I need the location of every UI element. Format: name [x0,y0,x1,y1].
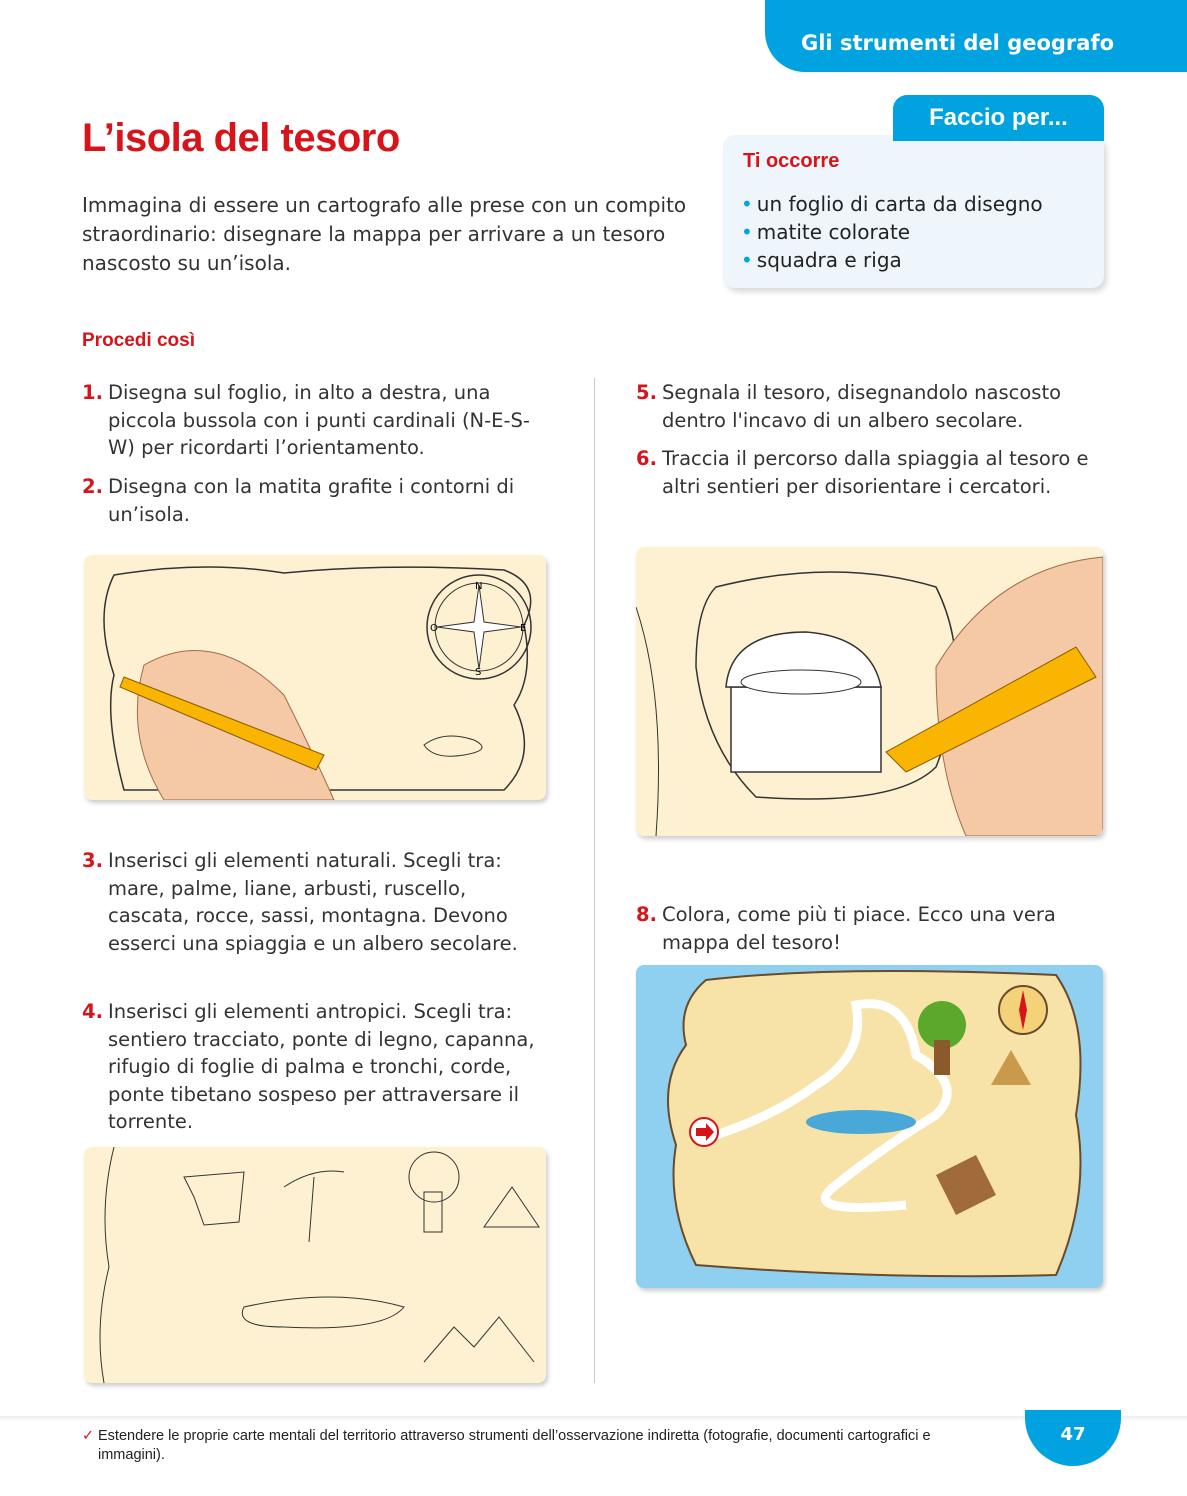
step-number: 5. [636,381,657,404]
step-8 [636,901,1106,956]
illustration-colored-map [636,965,1103,1288]
item-text: un foglio di carta da disegno [756,192,1043,216]
step-number: 3. [82,849,103,872]
footer-separator [0,1416,1187,1422]
materials-tab: Faccio per... [893,95,1104,141]
compass-e: E [520,623,527,634]
step-3 [82,847,552,957]
item-text: matite colorate [756,220,911,244]
step-2 [82,473,552,528]
illustration-island-outline [84,555,546,800]
step-text: Traccia il percorso dalla spiaggia al tesoro e altri sentieri per disorientare i cercatori. [662,447,1089,498]
procedure-heading: Procedi così [82,330,195,351]
step-number: 8. [636,903,657,926]
intro-text: Immagina di essere un cartografo alle prese con un compito straordinario: disegnare la mappa per arrivare a un tesoro nascosto su un’isola. [82,193,687,275]
step-text: Disegna sul foglio, in alto a destra, una piccola bussola con i punti cardinali (N-E-S-W) per ricordarti l’orientamento. [108,381,530,459]
page-title: L’isola del tesoro [82,116,400,160]
checkmark-icon: ✓ [82,1428,95,1444]
objective-text: Estendere le proprie carte mentali del territorio attraverso strumenti dell’osservazione indiretta (fotografie, documenti cartografici e immagini). [98,1428,931,1463]
section-header [765,0,1187,72]
list-item [741,246,1043,274]
materials-heading: Ti occorre [743,150,840,172]
item-text: squadra e riga [756,248,902,272]
page-number: 47 [1025,1410,1121,1466]
list-item [741,190,1043,218]
step-number: 2. [82,475,103,498]
column-divider [594,378,595,1383]
materials-list [741,190,1043,274]
compass-o: O [430,623,438,634]
step-4 [82,998,552,1136]
step-text: Inserisci gli elementi antropici. Scegli tra: sentiero tracciato, ponte di legno, capanna, rifugio di foglie di palma e tronchi, corde, ponte tibetano sospeso per attraversare il torrente. [108,1000,535,1133]
step-1 [82,379,552,462]
section-title: Gli strumenti del geografo [801,31,1115,55]
step-number: 4. [82,1000,103,1023]
step-text: Segnala il tesoro, disegnandolo nascosto dentro l'incavo di un albero secolare. [662,381,1062,432]
step-number: 6. [636,447,657,470]
list-item [741,218,1043,246]
step-text: Disegna con la matita grafite i contorni di un’isola. [108,475,515,526]
step-6 [636,445,1106,500]
compass-s: S [475,667,482,678]
step-text: Inserisci gli elementi naturali. Scegli tra: mare, palme, liane, arbusti, ruscello, cascata, rocce, sassi, montagna. Devono esserci una spiaggia e un albero secolare. [108,849,518,955]
compass-n: N [475,581,483,592]
illustration-treasure-chest [636,547,1103,836]
learning-objective [82,1427,952,1465]
step-5 [636,379,1106,434]
step-text: Colora, come più ti piace. Ecco una vera mappa del tesoro! [662,903,1056,954]
illustration-elements [84,1147,546,1383]
step-number: 1. [82,381,103,404]
